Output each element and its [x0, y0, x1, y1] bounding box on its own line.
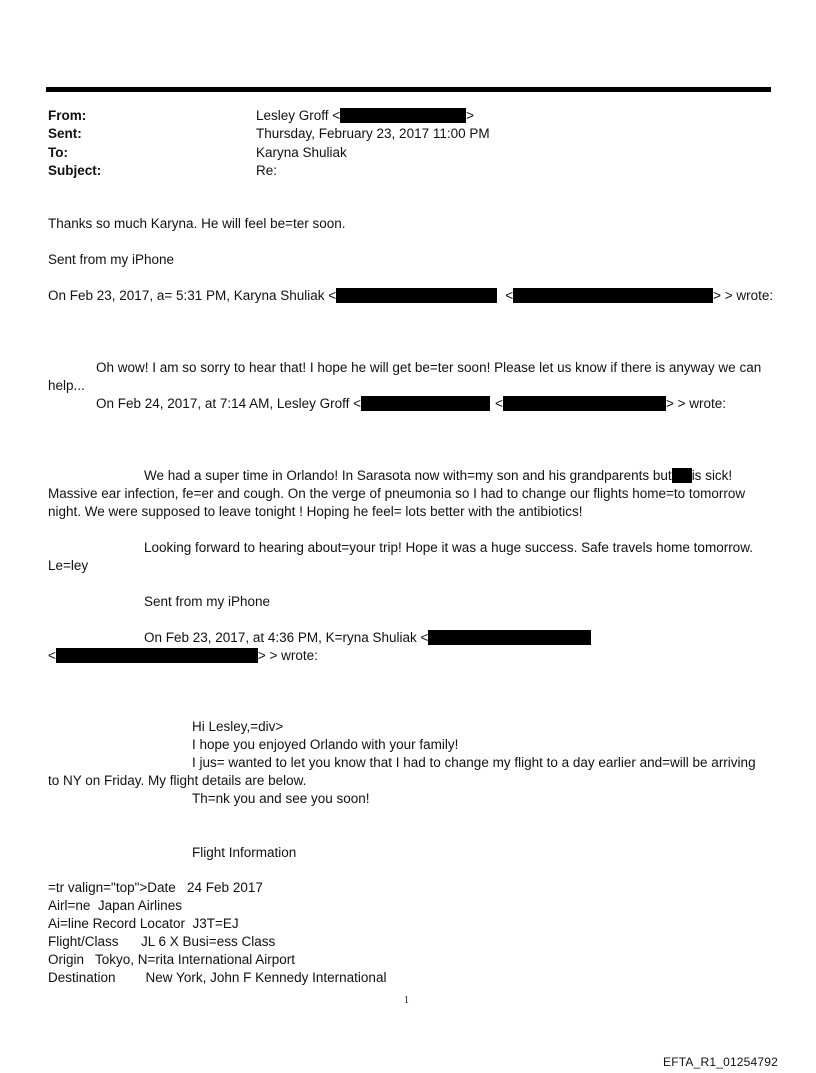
flight-airline: Airl=ne Japan Airlines — [48, 898, 182, 913]
quote-header-prefix: On Feb 23, 2017, at 4:36 PM, K=ryna Shuliak < — [144, 630, 429, 645]
bates-number: EFTA_R1_01254792 — [663, 1055, 779, 1069]
redaction-bar — [513, 288, 713, 303]
redaction-bar — [503, 396, 666, 411]
flight-class: Flight/Class JL 6 X Busi=ess Class — [48, 934, 276, 949]
body-line: Looking forward to hearing about=your trip! Hope it was a huge success. Safe travels home tomorrow. — [144, 540, 753, 555]
body-line: help... — [48, 378, 85, 393]
body-line: Oh wow! I am so sorry to hear that! I hope he will get be=ter soon! Please let us know if there is anyway we can — [96, 360, 762, 375]
subject-value: Re: — [256, 163, 278, 178]
flight-destination: Destination New York, John F Kennedy International — [48, 970, 387, 985]
quote-header-prefix: On Feb 24, 2017, at 7:14 AM, Lesley Groff < — [96, 396, 362, 411]
sent-value: Thursday, February 23, 2017 11:00 PM — [256, 126, 490, 141]
body-line: night. We were supposed to leave tonight ! Hoping he feel= lots better with the antibiotics! — [48, 504, 583, 519]
body-text: We had a super time in Orlando! In Sarasota now with=my son and his grandparents but — [144, 468, 672, 483]
quote-header — [48, 287, 773, 305]
from-label: From: — [48, 108, 87, 123]
flight-info-heading: Flight Information — [192, 845, 297, 860]
body-line: I jus= wanted to let you know that I had to change my flight to a day earlier and=will be arriving — [192, 755, 756, 770]
flight-date: =tr valign="top">Date 24 Feb 2017 — [48, 880, 263, 895]
header-rule — [46, 87, 771, 92]
quote-header — [96, 395, 726, 413]
sent-label: Sent: — [48, 126, 82, 141]
body-line: to NY on Friday. My flight details are below. — [48, 773, 307, 788]
quote-header-continued — [48, 647, 318, 665]
signature-line: Sent from my iPhone — [144, 594, 271, 609]
flight-record-locator: Ai=line Record Locator J3T=EJ — [48, 916, 239, 931]
quote-header-suffix: > > wrote: — [257, 648, 318, 663]
redaction-bar — [428, 630, 591, 645]
quote-header-mid: < — [495, 396, 503, 411]
body-line: Massive ear infection, fe=er and cough. On the verge of pneumonia so I had to change our flights home=to tomorrow — [48, 486, 746, 501]
body-line: Th=nk you and see you soon! — [192, 791, 370, 806]
redaction-bar — [361, 396, 490, 411]
body-line: Thanks so much Karyna. He will feel be=ter soon. — [48, 216, 346, 231]
body-line: Hi Lesley,=div> — [192, 719, 284, 734]
from-name: Lesley Groff < — [256, 108, 341, 123]
redaction-bar — [340, 108, 466, 123]
quote-header-prefix: On Feb 23, 2017, a= 5:31 PM, Karyna Shuliak < — [48, 288, 337, 303]
flight-origin: Origin Tokyo, N=rita International Airport — [48, 952, 295, 967]
redaction-bar — [672, 468, 692, 483]
subject-label: Subject: — [48, 163, 102, 178]
quote-header-open: < — [48, 648, 56, 663]
quote-header-suffix: > > wrote: — [713, 288, 774, 303]
quote-header-mid: < — [505, 288, 514, 303]
from-close: > — [466, 108, 475, 123]
quote-header — [144, 629, 591, 647]
body-line — [144, 467, 732, 485]
page-number: 1 — [404, 995, 409, 1006]
body-line: Le=ley — [48, 558, 89, 573]
quote-header-suffix: > > wrote: — [665, 396, 726, 411]
body-text: is sick! — [691, 468, 733, 483]
body-line: I hope you enjoyed Orlando with your family! — [192, 737, 459, 752]
to-value: Karyna Shuliak — [256, 145, 347, 160]
redaction-bar — [56, 648, 258, 663]
from-value — [256, 107, 474, 125]
signature-line: Sent from my iPhone — [48, 252, 175, 267]
redaction-bar — [336, 288, 497, 303]
to-label: To: — [48, 145, 68, 160]
